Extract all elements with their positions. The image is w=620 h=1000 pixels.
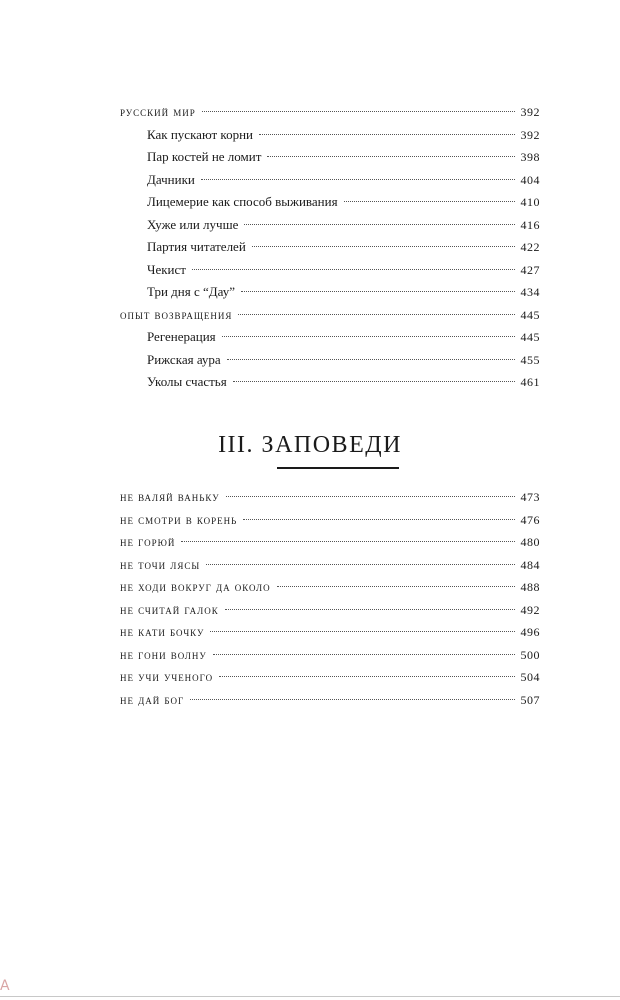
toc-entry-title: Три дня с “Дау” [147,284,235,299]
toc-subchapter-row[interactable] [120,326,540,349]
toc-page-number: 427 [520,262,540,277]
toc-chapter-row[interactable] [120,576,540,599]
toc-chapter-row[interactable] [120,101,540,124]
heading-rule [277,467,399,469]
dot-leader [201,179,515,180]
toc-entry-title: Рижская аура [147,351,221,367]
toc-page-number: 507 [520,692,540,707]
dot-leader [259,134,515,135]
toc-entry-title: Дачники [147,171,195,187]
toc-entry-title: не считай галок [120,602,219,617]
dot-leader [219,676,514,677]
dot-leader [277,586,515,587]
toc-page-number: 496 [520,625,540,639]
dot-leader [238,314,514,315]
toc-subchapter-row[interactable] [120,146,540,169]
toc-entry-title: не валяй ваньку [120,490,220,504]
toc-page-number: 455 [520,352,540,367]
toc-subchapter-row[interactable] [120,236,540,259]
toc-entry-title: Лицемерие как способ выживания [147,194,338,209]
dot-leader [192,269,515,270]
toc-page-number: 461 [520,375,540,389]
dot-leader [267,156,514,157]
toc-entry-title: не ходи вокруг да около [120,580,271,594]
toc-subchapter-row[interactable] [120,349,540,372]
toc-page-number: 410 [520,195,540,209]
toc-entry-title: не смотри в корень [120,512,238,527]
toc-chapter-row[interactable] [120,304,540,327]
corner-watermark-icon: A [0,978,10,994]
toc-entry-title: не гони волну [120,647,207,662]
toc-subchapter-row[interactable] [120,371,540,394]
toc-chapter-row[interactable] [120,599,540,622]
toc-entry-title: не кати бочку [120,625,205,639]
toc-page-number: 416 [520,217,540,232]
toc-subchapter-row[interactable] [120,281,540,304]
toc-subchapter-row[interactable] [120,214,540,237]
toc-page-number: 398 [520,150,540,164]
dot-leader [243,519,514,520]
page-bottom-divider [0,996,620,997]
toc-page-number: 392 [520,105,540,119]
toc-entry-title: Чекист [147,261,186,277]
toc-page-number: 504 [520,670,540,684]
toc-entry-title: русский мир [120,105,196,119]
toc-page-number: 445 [520,307,540,322]
toc-page-number: 392 [520,127,540,142]
toc-page-number: 500 [520,647,540,662]
toc-page-number: 484 [520,557,540,572]
dot-leader [210,631,514,632]
dot-leader [227,359,515,360]
toc-subchapter-row[interactable] [120,259,540,282]
dot-leader [244,224,514,225]
toc-entry-title: опыт возвращения [120,307,233,322]
toc-page-number: 473 [520,490,540,504]
dot-leader [202,111,515,112]
dot-leader [190,699,514,700]
toc-page-number: 434 [520,285,540,299]
toc-page-number: 480 [520,535,540,549]
toc-subchapter-row[interactable] [120,191,540,214]
dot-leader [241,291,515,292]
toc-chapter-row[interactable] [120,486,540,509]
toc-entry-title: не учи ученого [120,670,214,684]
toc-section-top [120,101,540,394]
toc-page-number: 488 [520,580,540,594]
dot-leader [181,541,514,542]
toc-entry-title: Хуже или лучше [147,216,239,232]
dot-leader [222,336,515,337]
toc-chapter-row[interactable] [120,554,540,577]
toc-page-number: 404 [520,172,540,187]
toc-entry-title: Партия читателей [147,239,246,254]
toc-chapter-row[interactable] [120,644,540,667]
dot-leader [226,496,515,497]
toc-entry-title: Как пускают корни [147,126,253,142]
dot-leader [233,381,515,382]
toc-chapter-row[interactable] [120,509,540,532]
toc-entry-title: не горюй [120,535,176,549]
dot-leader [344,201,515,202]
part-heading: III. ЗАПОВЕДИ [218,432,402,458]
toc-page-number: 476 [520,512,540,527]
toc-entry-title: не дай бог [120,692,185,707]
toc-chapter-row[interactable] [120,531,540,554]
dot-leader [225,609,515,610]
toc-page-number: 492 [520,602,540,617]
toc-subchapter-row[interactable] [120,169,540,192]
toc-entry-title: Регенерация [147,329,216,344]
toc-page-number: 445 [520,330,540,344]
dot-leader [252,246,515,247]
toc-chapter-row[interactable] [120,689,540,712]
toc-entry-title: не точи лясы [120,557,201,572]
toc-page-number: 422 [520,240,540,254]
toc-entry-title: Пар костей не ломит [147,149,262,164]
toc-chapter-row[interactable] [120,621,540,644]
toc-subchapter-row[interactable] [120,124,540,147]
toc-entry-title: Уколы счастья [147,374,227,389]
dot-leader [206,564,514,565]
toc-chapter-row[interactable] [120,666,540,689]
dot-leader [213,654,515,655]
toc-section-bottom [120,486,540,711]
